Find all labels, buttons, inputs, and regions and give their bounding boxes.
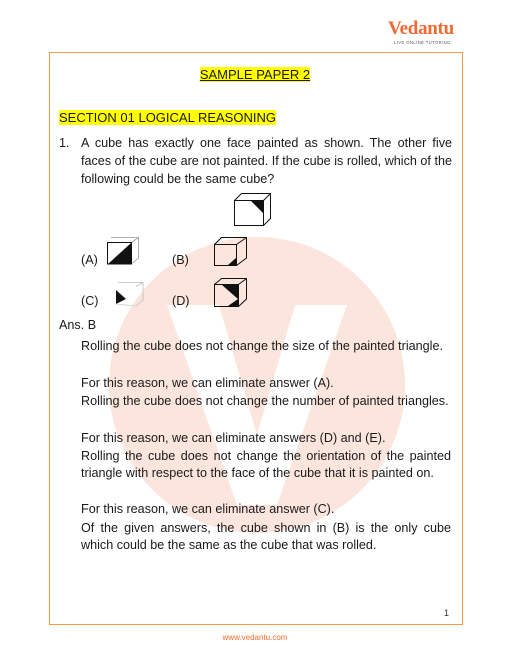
explanation-line-5: Rolling the cube does not change the orientation of the painted triangle with respect to the face of the cube that it is painted on. bbox=[81, 449, 451, 480]
paper-title: SAMPLE PAPER 2 bbox=[199, 67, 311, 82]
explanation-line-6: For this reason, we can eliminate answer (C). bbox=[81, 502, 335, 516]
option-a-label: (A) bbox=[81, 253, 98, 267]
option-d-label: (D) bbox=[172, 294, 190, 308]
page-number: 1 bbox=[444, 608, 450, 618]
cube-option-d-icon bbox=[212, 277, 252, 309]
section-heading: SECTION 01 LOGICAL REASONING bbox=[59, 110, 276, 125]
cube-option-c-icon bbox=[112, 282, 148, 308]
explanation-line-3: Rolling the cube does not change the number of painted triangles. bbox=[81, 394, 449, 408]
logo-tagline: LIVE ONLINE TUTORING bbox=[394, 40, 451, 45]
answer: Ans. B bbox=[59, 318, 97, 332]
cube-reference-icon bbox=[232, 192, 278, 228]
explanation-line-4: For this reason, we can eliminate answers (D) and (E). bbox=[81, 431, 386, 445]
logo-text: Vedantu bbox=[388, 18, 454, 39]
explanation-line-7: Of the given answers, the cube shown in (B) is the only cube which could be the same as the cube that was rolled. bbox=[81, 521, 451, 552]
cube-option-a-icon bbox=[105, 236, 145, 266]
question-number: 1. bbox=[59, 136, 70, 150]
question-text: A cube has exactly one face painted as shown. The other five faces of the cube are not painted. If the cube is rolled, which of the following could be the same cube? bbox=[81, 136, 452, 186]
cube-option-b-icon bbox=[212, 236, 252, 268]
option-b-label: (B) bbox=[172, 253, 189, 267]
explanation-line-1: Rolling the cube does not change the size of the painted triangle. bbox=[81, 339, 443, 353]
explanation-line-2: For this reason, we can eliminate answer (A). bbox=[81, 376, 334, 390]
vedantu-logo bbox=[388, 18, 468, 48]
footer-url: www.vedantu.com bbox=[222, 633, 288, 642]
option-c-label: (C) bbox=[81, 294, 99, 308]
